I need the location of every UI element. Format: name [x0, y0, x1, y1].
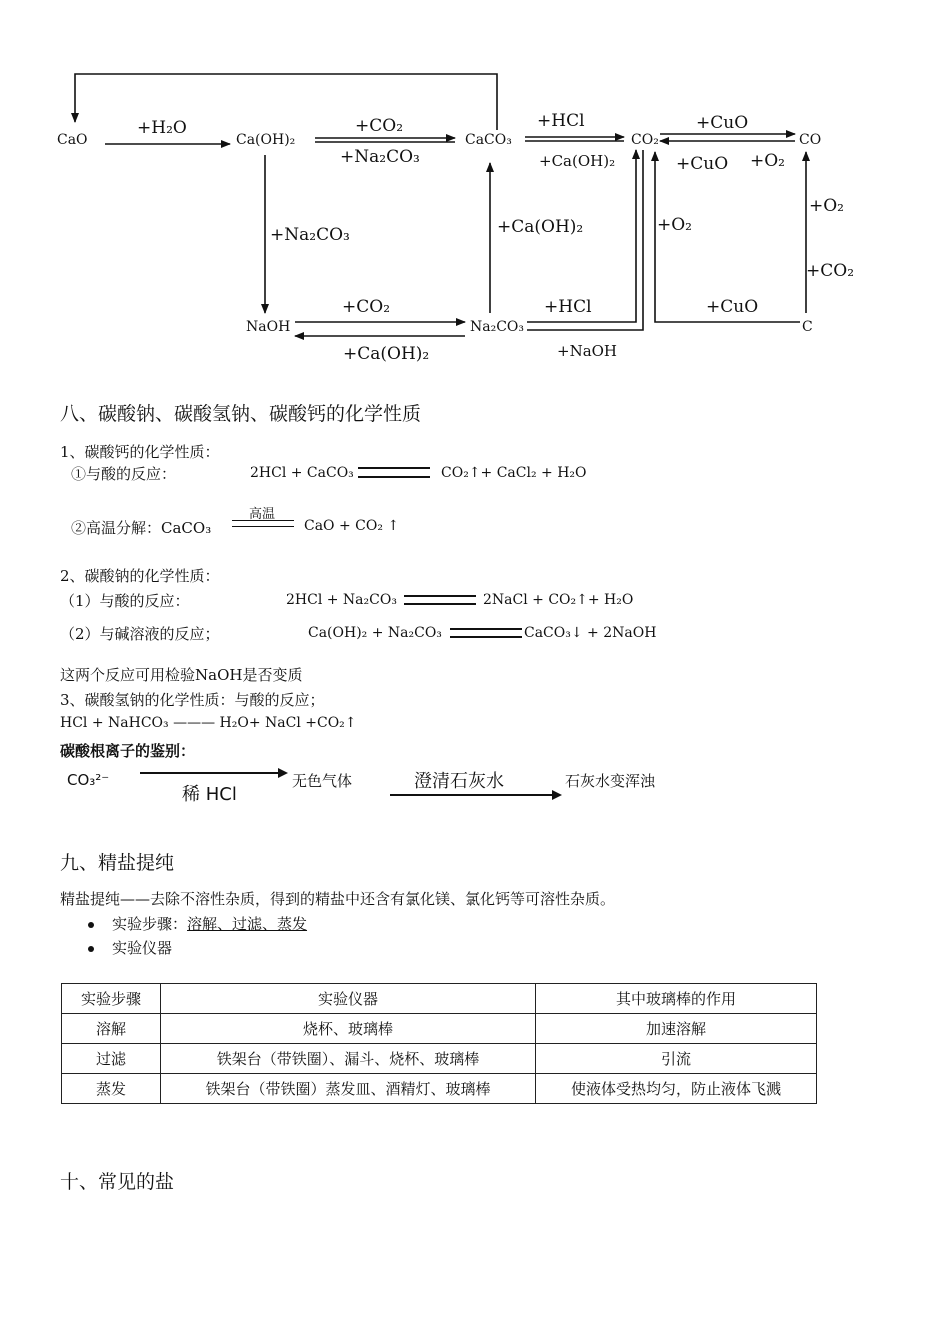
section10-title: 十、常见的盐	[60, 1171, 175, 1193]
product-turbid: 石灰水变浑浊	[565, 772, 656, 790]
steps-label: 实验步骤：	[112, 915, 188, 933]
bullet-steps	[88, 913, 307, 934]
table-cell: 加速溶解	[536, 1014, 817, 1044]
label-c-co2-o2: +O₂	[657, 215, 692, 235]
table-cell: 烧杯、玻璃棒	[161, 1014, 536, 1044]
purification-intro: 精盐提纯——去除不溶性杂质，得到的精盐中还含有氯化镁、氯化钙等可溶性杂质。	[60, 890, 616, 908]
instrument-table	[61, 983, 817, 1104]
caco3-acid-label: ①与酸的反应：	[71, 465, 177, 483]
node-caoh2: Ca(OH)₂	[236, 132, 296, 148]
caco3-decomp-rhs: CaO + CO₂ ↑	[304, 518, 400, 534]
label-co-co2-cuo: +CuO	[676, 154, 729, 174]
equals-sign	[404, 595, 476, 605]
label-caco3-co2-bottom: +Ca(OH)₂	[539, 152, 616, 170]
na2co3-base-rhs: CaCO₃↓ + 2NaOH	[524, 625, 657, 641]
node-co2: CO₂	[631, 132, 659, 148]
bullet-dot	[88, 922, 94, 928]
na2co3-acid-lhs: 2HCl + Na₂CO₃	[286, 592, 397, 608]
table-cell: 过滤	[62, 1044, 161, 1074]
na2co3-heading: 2、碳酸钠的化学性质：	[60, 567, 220, 585]
na2co3-base-label: （2）与碱溶液的反应；	[60, 625, 220, 643]
equals-sign	[232, 520, 294, 527]
bullet-instruments	[88, 937, 172, 958]
label-caoh2-naoh: +Na₂CO₃	[270, 225, 350, 245]
node-caco3: CaCO₃	[465, 132, 512, 148]
label-caoh2-caco3-bottom: +Na₂CO₃	[340, 147, 420, 167]
node-naoh: NaOH	[246, 319, 291, 335]
label-na2co3-caco3: +Ca(OH)₂	[497, 217, 584, 237]
carbonate-ion: CO₃²⁻	[67, 771, 110, 789]
nahco3-heading: 3、碳酸氢钠的化学性质：与酸的反应；	[60, 691, 325, 709]
node-cao: CaO	[57, 132, 88, 148]
node-c: C	[802, 319, 813, 335]
table-cell: 使液体受热均匀，防止液体飞溅	[536, 1074, 817, 1104]
table-cell: 溶解	[62, 1014, 161, 1044]
product-gas: 无色气体	[292, 772, 353, 790]
label-c-co-co2: +CO₂	[806, 261, 855, 281]
label-c-co-o2: +O₂	[809, 196, 844, 216]
arrow-hcl	[138, 767, 290, 779]
bullet-dot	[88, 946, 94, 952]
nahco3-equation: HCl + NaHCO₃ ——— H₂O+ NaCl +CO₂↑	[60, 715, 357, 731]
table-row	[62, 1014, 817, 1044]
naoh-note: 这两个反应可用检验NaOH是否变质	[60, 666, 303, 684]
steps-value: 溶解、过滤、蒸发	[187, 915, 308, 933]
reagent-limewater: 澄清石灰水	[414, 771, 504, 792]
na2co3-base-lhs: Ca(OH)₂ + Na₂CO₃	[308, 625, 442, 641]
label-naoh-na2co3-bottom: +Ca(OH)₂	[343, 344, 430, 364]
node-co: CO	[799, 132, 822, 148]
conversion-diagram	[0, 0, 950, 380]
label-na2co3-co2-top: +HCl	[544, 297, 592, 317]
decomp-condition: 高温	[249, 507, 276, 522]
label-naoh-na2co3-top: +CO₂	[342, 297, 391, 317]
carbonate-heading: 碳酸根离子的鉴别：	[60, 742, 196, 760]
label-caco3-co2-top: +HCl	[537, 111, 585, 131]
node-na2co3: Na₂CO₃	[470, 319, 525, 335]
table-cell: 铁架台（带铁圈）、漏斗、烧杯、玻璃棒	[161, 1044, 536, 1074]
table-header: 实验步骤	[62, 984, 161, 1014]
equals-sign	[450, 628, 522, 638]
arrow-limewater	[388, 789, 566, 801]
na2co3-acid-rhs: 2NaCl + CO₂↑+ H₂O	[483, 592, 634, 608]
caco3-acid-rhs: CO₂↑+ CaCl₂ + H₂O	[441, 465, 587, 481]
table-cell: 铁架台（带铁圈）蒸发皿、酒精灯、玻璃棒	[161, 1074, 536, 1104]
label-c-co2-cuo: +CuO	[706, 297, 759, 317]
section8-title: 八、碳酸钠、碳酸氢钠、碳酸钙的化学性质	[60, 403, 422, 425]
label-caoh2-caco3-top: +CO₂	[355, 116, 404, 136]
equals-sign	[358, 467, 430, 478]
caco3-acid-lhs: 2HCl + CaCO₃	[250, 465, 354, 481]
label-na2co3-co2-bottom: +NaOH	[557, 342, 618, 360]
instruments-label: 实验仪器	[112, 939, 173, 957]
label-cao-caoh2: +H₂O	[137, 118, 187, 138]
table-cell: 蒸发	[62, 1074, 161, 1104]
caco3-decomp-label: ②高温分解：CaCO₃	[71, 519, 212, 537]
label-co-co2-o2: +O₂	[750, 151, 785, 171]
na2co3-acid-label: （1）与酸的反应：	[60, 592, 190, 610]
reagent-hcl: 稀 HCl	[182, 784, 237, 805]
label-co2-co-top: +CuO	[696, 113, 749, 133]
table-header: 其中玻璃棒的作用	[536, 984, 817, 1014]
table-row	[62, 1074, 817, 1104]
table-row	[62, 1044, 817, 1074]
section9-title: 九、精盐提纯	[60, 852, 175, 874]
table-header: 实验仪器	[161, 984, 536, 1014]
table-header-row	[62, 984, 817, 1014]
table-cell: 引流	[536, 1044, 817, 1074]
caco3-heading: 1、碳酸钙的化学性质：	[60, 443, 220, 461]
